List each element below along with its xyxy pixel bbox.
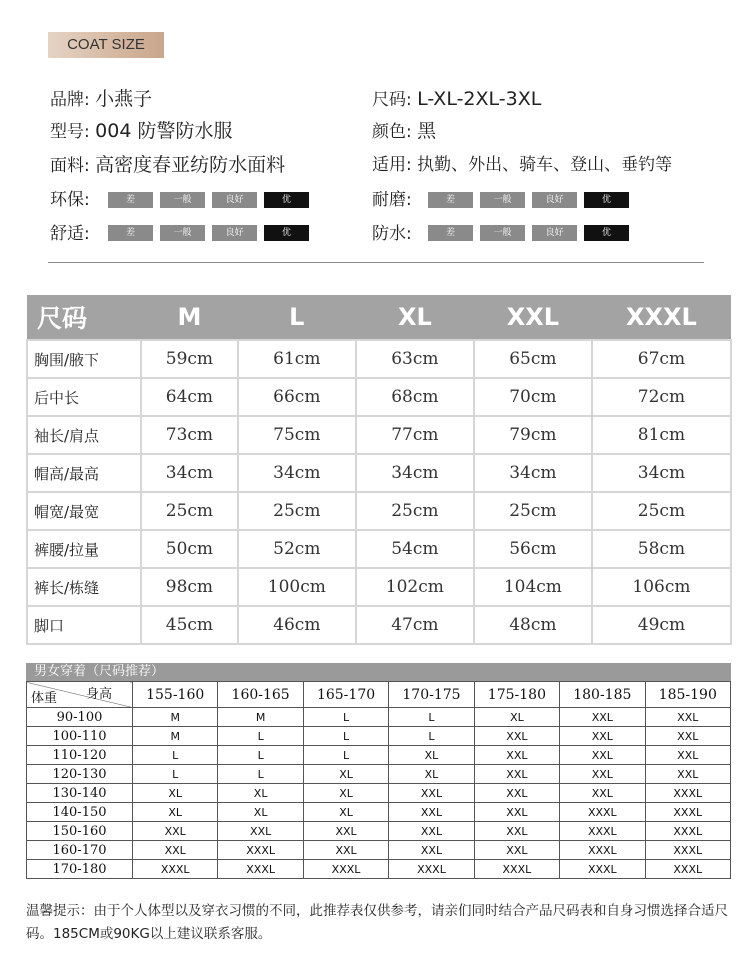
fabric-value: 高密度春亚纺防水面料 bbox=[95, 154, 286, 176]
measure-value: 25cm bbox=[356, 492, 474, 530]
table-row bbox=[27, 727, 731, 746]
height-range-cell: 175-180 bbox=[474, 682, 559, 708]
height-range-cell: 185-190 bbox=[645, 682, 730, 708]
table-row bbox=[27, 841, 731, 860]
size-value: L-XL-2XL-3XL bbox=[417, 88, 542, 110]
weight-range-cell: 110-120 bbox=[27, 746, 133, 765]
size-recommend-cell: XL bbox=[218, 803, 303, 822]
measure-value: 72cm bbox=[592, 378, 731, 416]
color-line bbox=[372, 119, 436, 144]
measure-value: 34cm bbox=[592, 454, 731, 492]
measure-value: 34cm bbox=[474, 454, 592, 492]
corner-cell bbox=[27, 682, 133, 708]
size-recommend-cell: XXL bbox=[474, 727, 559, 746]
size-recommend-cell: M bbox=[133, 727, 218, 746]
measure-value: 46cm bbox=[238, 606, 356, 644]
measure-value: 50cm bbox=[141, 530, 238, 568]
measure-value: 67cm bbox=[592, 340, 731, 378]
measure-value: 65cm bbox=[474, 340, 592, 378]
size-recommend-cell: XL bbox=[389, 765, 474, 784]
usage-line bbox=[372, 153, 672, 177]
size-recommend-cell: XXL bbox=[303, 822, 388, 841]
table-row bbox=[27, 860, 731, 879]
rating-level: 良好 bbox=[212, 225, 257, 241]
size-recommend-cell: XXL bbox=[645, 746, 730, 765]
size-recommend-cell: XXL bbox=[474, 803, 559, 822]
model-label: 型号: bbox=[50, 122, 90, 142]
rating-level: 优 bbox=[264, 225, 309, 241]
size-line bbox=[372, 87, 541, 112]
weight-range-cell: 150-160 bbox=[27, 822, 133, 841]
measure-value: 63cm bbox=[356, 340, 474, 378]
measure-value: 100cm bbox=[238, 568, 356, 606]
table-row bbox=[27, 492, 731, 530]
size-recommend-cell: L bbox=[218, 746, 303, 765]
size-recommend-cell: XXL bbox=[645, 765, 730, 784]
size-recommend-cell: M bbox=[218, 708, 303, 727]
size-recommend-cell: XXL bbox=[389, 784, 474, 803]
recommend-table bbox=[26, 681, 731, 879]
size-recommend-cell: XXL bbox=[218, 822, 303, 841]
table-row bbox=[27, 530, 731, 568]
size-header-cell: XL bbox=[356, 295, 474, 340]
size-recommend-cell: XXL bbox=[560, 727, 645, 746]
size-recommend-cell: XL bbox=[133, 784, 218, 803]
measure-value: 54cm bbox=[356, 530, 474, 568]
recommend-title: 男女穿着（尺码推荐） bbox=[26, 663, 731, 681]
size-recommend-cell: L bbox=[133, 746, 218, 765]
size-recommend-cell: XL bbox=[474, 708, 559, 727]
rating-level: 良好 bbox=[532, 225, 577, 241]
size-recommend-cell: XXXL bbox=[218, 841, 303, 860]
size-table bbox=[26, 295, 732, 645]
weight-range-cell: 120-130 bbox=[27, 765, 133, 784]
table-row bbox=[27, 746, 731, 765]
measure-value: 34cm bbox=[141, 454, 238, 492]
measure-value: 77cm bbox=[356, 416, 474, 454]
measure-label: 帽宽/最宽 bbox=[27, 492, 141, 530]
rating-level: 优 bbox=[584, 225, 629, 241]
size-header-cell: M bbox=[141, 295, 238, 340]
size-recommend-cell: XXXL bbox=[560, 803, 645, 822]
table-row bbox=[27, 708, 731, 727]
measure-value: 68cm bbox=[356, 378, 474, 416]
rating-level: 一般 bbox=[480, 192, 525, 208]
measure-value: 66cm bbox=[238, 378, 356, 416]
size-recommend-cell: XXXL bbox=[645, 803, 730, 822]
eco-rating bbox=[108, 192, 309, 208]
fabric-line bbox=[50, 153, 285, 178]
weight-axis-label: 体重 bbox=[31, 691, 58, 706]
size-recommend-cell: XXL bbox=[474, 746, 559, 765]
size-recommend-cell: XL bbox=[303, 784, 388, 803]
measure-value: 34cm bbox=[356, 454, 474, 492]
eco-label: 环保: bbox=[50, 190, 90, 210]
measure-value: 25cm bbox=[592, 492, 731, 530]
measure-value: 47cm bbox=[356, 606, 474, 644]
measure-value: 25cm bbox=[141, 492, 238, 530]
table-row bbox=[27, 340, 731, 378]
size-header-cell: L bbox=[238, 295, 356, 340]
waterproof-label: 防水: bbox=[372, 224, 412, 244]
size-recommend-cell: XXXL bbox=[645, 860, 730, 879]
measure-label: 裤腰/拉量 bbox=[27, 530, 141, 568]
size-recommend-cell: XXL bbox=[389, 841, 474, 860]
measure-value: 58cm bbox=[592, 530, 731, 568]
size-recommend-cell: XXL bbox=[474, 784, 559, 803]
size-recommend-cell: XXXL bbox=[389, 860, 474, 879]
size-recommend-cell: XXL bbox=[389, 822, 474, 841]
height-range-cell: 170-175 bbox=[389, 682, 474, 708]
size-recommend-cell: XXXL bbox=[645, 822, 730, 841]
measure-value: 25cm bbox=[238, 492, 356, 530]
measure-value: 61cm bbox=[238, 340, 356, 378]
model-value: 004 防警防水服 bbox=[95, 120, 233, 142]
rating-level: 差 bbox=[108, 192, 153, 208]
size-recommend-cell: L bbox=[303, 746, 388, 765]
size-header-cell: XXXL bbox=[592, 295, 731, 340]
color-value: 黑 bbox=[417, 120, 437, 142]
comfort-label: 舒适: bbox=[50, 224, 90, 244]
size-recommend-cell: XXL bbox=[560, 784, 645, 803]
measure-value: 79cm bbox=[474, 416, 592, 454]
size-recommend-cell: XL bbox=[218, 784, 303, 803]
brand-line bbox=[50, 87, 152, 112]
measure-label: 胸围/腋下 bbox=[27, 340, 141, 378]
measure-value: 25cm bbox=[474, 492, 592, 530]
usage-value: 执勤、外出、骑车、登山、垂钓等 bbox=[417, 155, 673, 175]
divider bbox=[48, 262, 704, 263]
rating-level: 差 bbox=[428, 192, 473, 208]
tip-text: 温馨提示：由于个人体型以及穿衣习惯的不同，此推荐表仅供参考，请亲们同时结合产品尺码表和自身习惯选择合适尺码。185CM或90KG以上建议联系客服。 bbox=[26, 903, 728, 942]
measure-value: 49cm bbox=[592, 606, 731, 644]
rating-level: 差 bbox=[108, 225, 153, 241]
weight-range-cell: 130-140 bbox=[27, 784, 133, 803]
size-recommend-cell: L bbox=[389, 708, 474, 727]
measure-label: 裤长/栋缝 bbox=[27, 568, 141, 606]
measure-value: 45cm bbox=[141, 606, 238, 644]
model-line bbox=[50, 119, 232, 144]
height-range-cell: 180-185 bbox=[560, 682, 645, 708]
table-row bbox=[27, 606, 731, 644]
size-recommend-cell: L bbox=[303, 727, 388, 746]
size-recommend-cell: XL bbox=[303, 803, 388, 822]
table-row bbox=[27, 416, 731, 454]
size-recommend-cell: XXL bbox=[560, 765, 645, 784]
waterproof-rating bbox=[428, 225, 629, 241]
measure-value: 73cm bbox=[141, 416, 238, 454]
size-recommend-cell: XXXL bbox=[645, 841, 730, 860]
usage-label: 适用: bbox=[372, 155, 412, 175]
measure-value: 52cm bbox=[238, 530, 356, 568]
weight-range-cell: 160-170 bbox=[27, 841, 133, 860]
measure-value: 70cm bbox=[474, 378, 592, 416]
height-range-cell: 155-160 bbox=[133, 682, 218, 708]
size-recommend-cell: XXXL bbox=[645, 784, 730, 803]
rating-level: 一般 bbox=[160, 225, 205, 241]
coat-size-tag: COAT SIZE bbox=[48, 32, 164, 58]
measure-value: 81cm bbox=[592, 416, 731, 454]
measure-value: 64cm bbox=[141, 378, 238, 416]
comfort-rating bbox=[108, 225, 309, 241]
wear-rating bbox=[428, 192, 629, 208]
size-recommend-cell: XXL bbox=[645, 708, 730, 727]
measure-label: 袖长/肩点 bbox=[27, 416, 141, 454]
measure-value: 104cm bbox=[474, 568, 592, 606]
size-recommend-cell: L bbox=[303, 708, 388, 727]
size-recommend-cell: XXXL bbox=[303, 860, 388, 879]
measure-value: 75cm bbox=[238, 416, 356, 454]
table-row bbox=[27, 568, 731, 606]
height-axis-label: 身高 bbox=[85, 687, 112, 702]
measure-value: 34cm bbox=[238, 454, 356, 492]
table-row bbox=[27, 784, 731, 803]
size-recommend-cell: XL bbox=[133, 803, 218, 822]
size-recommend-cell: XXXL bbox=[560, 860, 645, 879]
measure-label: 后中长 bbox=[27, 378, 141, 416]
rating-level: 优 bbox=[584, 192, 629, 208]
weight-range-cell: 140-150 bbox=[27, 803, 133, 822]
brand-label: 品牌: bbox=[50, 90, 90, 110]
table-row bbox=[27, 765, 731, 784]
measure-label: 帽高/最高 bbox=[27, 454, 141, 492]
weight-range-cell: 170-180 bbox=[27, 860, 133, 879]
size-label: 尺码: bbox=[372, 90, 412, 110]
color-label: 颜色: bbox=[372, 122, 412, 142]
size-recommend-cell: XL bbox=[303, 765, 388, 784]
size-recommend-cell: XXXL bbox=[560, 822, 645, 841]
rating-level: 一般 bbox=[480, 225, 525, 241]
rating-level: 一般 bbox=[160, 192, 205, 208]
height-range-cell: 160-165 bbox=[218, 682, 303, 708]
size-recommend-cell: XXXL bbox=[474, 860, 559, 879]
size-recommend-cell: XXXL bbox=[560, 841, 645, 860]
measure-value: 102cm bbox=[356, 568, 474, 606]
measure-value: 56cm bbox=[474, 530, 592, 568]
size-header-cell: XXL bbox=[474, 295, 592, 340]
measure-value: 106cm bbox=[592, 568, 731, 606]
brand-value: 小燕子 bbox=[95, 88, 153, 110]
size-recommend-cell: XXL bbox=[133, 822, 218, 841]
size-recommend-cell: XXL bbox=[474, 765, 559, 784]
size-recommend-cell: M bbox=[133, 708, 218, 727]
size-recommend-cell: XXXL bbox=[218, 860, 303, 879]
rating-level: 良好 bbox=[212, 192, 257, 208]
size-recommend-cell: L bbox=[218, 727, 303, 746]
size-recommend-cell: XXL bbox=[645, 727, 730, 746]
fabric-label: 面料: bbox=[50, 156, 90, 176]
wear-label: 耐磨: bbox=[372, 190, 412, 210]
size-recommend-cell: L bbox=[133, 765, 218, 784]
size-header-label: 尺码 bbox=[27, 295, 141, 340]
size-recommend-cell: XXL bbox=[133, 841, 218, 860]
size-recommend-cell: XXL bbox=[389, 803, 474, 822]
rating-level: 优 bbox=[264, 192, 309, 208]
size-recommend-cell: XXL bbox=[474, 841, 559, 860]
rating-level: 差 bbox=[428, 225, 473, 241]
size-recommend-cell: XXL bbox=[474, 822, 559, 841]
height-range-cell: 165-170 bbox=[303, 682, 388, 708]
size-recommend-cell: L bbox=[389, 727, 474, 746]
table-row bbox=[27, 378, 731, 416]
measure-value: 98cm bbox=[141, 568, 238, 606]
table-row bbox=[27, 822, 731, 841]
size-recommend-cell: XXL bbox=[303, 841, 388, 860]
rating-level: 良好 bbox=[532, 192, 577, 208]
measure-value: 59cm bbox=[141, 340, 238, 378]
size-recommend-cell: XXL bbox=[560, 708, 645, 727]
size-recommend-cell: XXXL bbox=[133, 860, 218, 879]
size-recommend-cell: XL bbox=[389, 746, 474, 765]
weight-range-cell: 90-100 bbox=[27, 708, 133, 727]
size-recommend-cell: XXL bbox=[560, 746, 645, 765]
size-recommend-cell: L bbox=[218, 765, 303, 784]
measure-label: 脚口 bbox=[27, 606, 141, 644]
table-row bbox=[27, 803, 731, 822]
weight-range-cell: 100-110 bbox=[27, 727, 133, 746]
measure-value: 48cm bbox=[474, 606, 592, 644]
table-row bbox=[27, 454, 731, 492]
